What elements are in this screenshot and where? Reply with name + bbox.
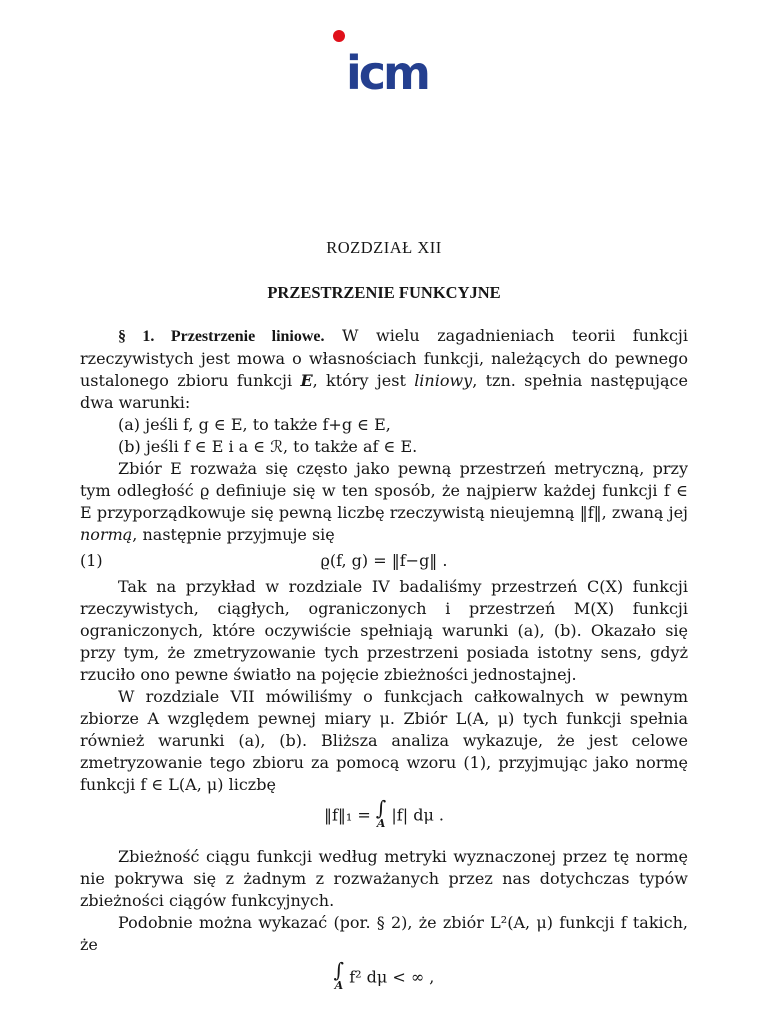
linear-term: liniowy (414, 371, 473, 390)
integral-domain-2: A (334, 979, 344, 992)
chapter-title: PRZESTRZENIE FUNKCYJNE (267, 283, 501, 302)
chapter-heading: ROZDZIAŁ XII (326, 238, 442, 257)
logo-red-dot (333, 30, 345, 42)
paragraph-intro (80, 325, 688, 414)
metric-text: Zbiór E rozważa się często jako pewną przestrzeń metryczną, przy tym odległość ϱ definiuje się w ten sposób, że najpierw każdej funkcji f ∈ E przyporządkowuje się pewną liczbę rzeczywistą nieujemną ‖f‖, zwaną jej (80, 459, 688, 522)
icm-logo (330, 28, 444, 100)
paragraph-convergence: Zbieżność ciągu funkcji według metryki wyznaczonej przez tę normę nie pokrywa się z żadnym z rozważanych przez nas dotychczas typów zbieżności ciągów funkcyjnych. (80, 847, 688, 910)
intro-text-3: , tzn. spełnia następujące dwa warunki: (80, 371, 688, 412)
logo-text: icm (346, 46, 428, 100)
paragraph-L2: Podobnie można wykazać (por. § 2), że zbiór L²(A, μ) funkcji f takich, że (80, 913, 688, 954)
paragraph-metric (80, 458, 688, 546)
norm-lhs: ‖f‖₁ = (323, 805, 371, 825)
condition-a: (a) jeśli f, g ∈ E, to także f+g ∈ E, (118, 415, 391, 434)
integral-sign: ∫ (375, 796, 387, 820)
section-heading: § 1. Przestrzenie liniowe. (118, 328, 325, 345)
equation-L2-condition (80, 956, 688, 1014)
paragraph-integrable: W rozdziale VII mówiliśmy o funkcjach całkowalnych w pewnym zbiorze A względem pewnej miary μ. Zbiór L(A, μ) tych funkcji spełnia również warunki (a), (b). Bliższa analiza wykazuje, że jest celowe zmetryzowanie tego zbioru za pomocą wzoru (1), przyjmując jako normę funkcji f ∈ L(A, μ) liczbę (80, 687, 688, 794)
l2-condition-rhs: f² dμ < ∞ , (349, 967, 435, 987)
integral-domain: A (376, 817, 386, 830)
set-E: E (300, 371, 313, 390)
page-body (80, 325, 688, 1014)
norm-term: normą (80, 525, 133, 544)
paragraph-example: Tak na przykład w rozdziale IV badaliśmy przestrzeń C(X) funkcji rzeczywistych, ciągłych, ograniczonych i przestrzeń M(X) funkcji ograniczonych, które oczywiście spełniają warunki (a), (b). Okazało się przy tym, że zmetryzowanie tych przestrzeni posiada istotny sens, gdyż rzuciło ono pewne światło na pojęcie zbieżności jednostajnej. (80, 577, 688, 684)
equation-1-formula: ϱ(f, g) = ‖f−g‖ . (320, 551, 448, 570)
intro-text-2: , który jest (312, 371, 406, 390)
metric-text-2: , następnie przyjmuje się (132, 525, 335, 544)
integral-sign-2: ∫ (333, 958, 345, 982)
equation-number: (1) (80, 551, 103, 570)
equation-norm-L1 (80, 796, 688, 846)
norm-rhs: |f| dμ . (391, 805, 445, 825)
equation-1 (80, 546, 688, 576)
condition-b: (b) jeśli f ∈ E i a ∈ ℛ, to także af ∈ E. (118, 437, 418, 456)
intro-text: W wielu zagadnieniach teorii funkcji rzeczywistych jest mowa o własnościach funkcji, należących do pewnego ustalonego zbioru funkcji (80, 326, 688, 390)
